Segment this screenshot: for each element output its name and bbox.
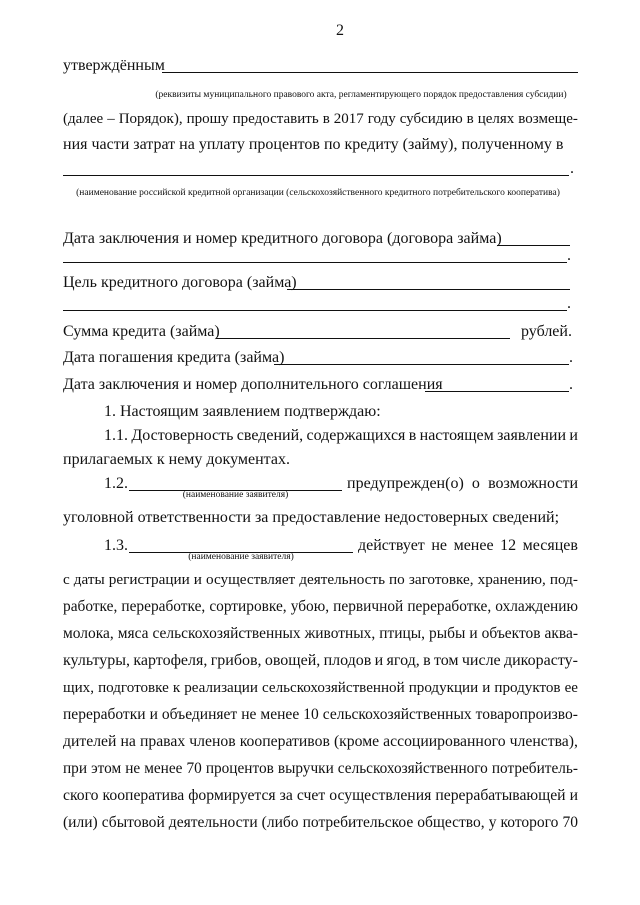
body-line: ского кооператива формируется за счет осуществления перерабатывающей и <box>63 787 578 804</box>
act-requisites-caption: (реквизиты муниципального правового акта, регламентирующего порядок предоставления субсидии) <box>155 90 567 100</box>
loan-sum-field[interactable] <box>216 338 510 339</box>
item-1-1-line-1: 1.1. Достоверность сведений, содержащихся в настоящем заявлении и <box>104 427 578 444</box>
paragraph-line-1: (далее – Порядок), прошу предоставить в 2017 году субсидию в целях возмеще- <box>63 111 578 127</box>
loan-sum-label: Сумма кредита (займа) <box>63 323 220 340</box>
item-1-1-line-2: прилагаемых к нему документах. <box>63 451 290 468</box>
act-requisites-field[interactable] <box>162 72 578 73</box>
repay-field-dot: . <box>569 349 573 366</box>
confirm-heading: 1. Настоящим заявлением подтверждаю: <box>104 403 381 420</box>
paragraph-line-2: ния части затрат на уплату процентов по кредиту (займу), полученному в <box>63 136 564 153</box>
bank-name-field[interactable] <box>63 175 569 176</box>
item-1-2-number: 1.2. <box>104 475 128 492</box>
applicant-caption-2: (наименование заявителя) <box>188 552 294 562</box>
item-1-3-text: действует не менее 12 месяцев <box>358 537 578 554</box>
approved-label: утверждённым <box>63 57 165 74</box>
repayment-date-field[interactable] <box>274 364 569 365</box>
purpose-field[interactable] <box>287 289 570 290</box>
page-number: 2 <box>336 22 344 39</box>
repayment-date-label: Дата погашения кредита (займа) <box>63 349 285 366</box>
body-line: (или) сбытовой деятельности (либо потребительское общество, у которого 70 <box>63 814 578 831</box>
applicant-caption-1: (наименование заявителя) <box>182 490 289 500</box>
body-line: дителей на правах членов кооперативов (кроме ассоциированного членства), <box>63 733 578 750</box>
body-line: при этом не менее 70 процентов выручки сельскохозяйственного потребитель- <box>63 760 578 777</box>
item-1-2-line-2: уголовной ответственности за предоставление недостоверных сведений; <box>63 509 560 526</box>
addl-field-dot: . <box>569 376 573 393</box>
body-line: культуры, картофеля, грибов, овощей, плодов и ягод, в том числе дикорасту- <box>63 652 578 669</box>
body-line: щих, подготовке к реализации сельскохозяйственной продукции и продуктов ее <box>63 680 578 696</box>
body-line: переработки и объединяет не менее 10 сельскохозяйственных товаропроизво- <box>63 706 578 723</box>
body-line: молока, мяса сельскохозяйственных животных, птицы, рыбы и объектов аква- <box>63 625 578 642</box>
purpose-label: Цель кредитного договора (займа) <box>63 274 297 291</box>
bank-name-caption: (наименование российской кредитной организации (сельскохозяйственного кредитного потребительского кооператива) <box>76 188 560 198</box>
body-line: работке, переработке, сортировке, убою, первичной переработке, охлаждению <box>63 598 578 615</box>
contract-date-number-label: Дата заключения и номер кредитного договора (договора займа) <box>63 230 502 247</box>
purpose-field-line2[interactable] <box>63 310 567 311</box>
contract-date-number-field[interactable] <box>497 245 570 246</box>
contract-field-dot: . <box>567 247 571 264</box>
body-line: с даты регистрации и осуществляет деятельность по заготовке, хранению, под- <box>63 571 578 588</box>
item-1-3-number: 1.3. <box>104 537 128 554</box>
item-1-2-text: предупрежден(о) о возможности <box>347 475 578 492</box>
purpose-field-dot: . <box>567 295 571 312</box>
contract-date-number-field-line2[interactable] <box>63 262 567 263</box>
additional-agreement-label: Дата заключения и номер дополнительного соглашения <box>63 376 443 393</box>
rubles-label: рублей. <box>521 323 572 340</box>
additional-agreement-field[interactable] <box>425 391 569 392</box>
bank-field-dot: . <box>570 160 574 177</box>
